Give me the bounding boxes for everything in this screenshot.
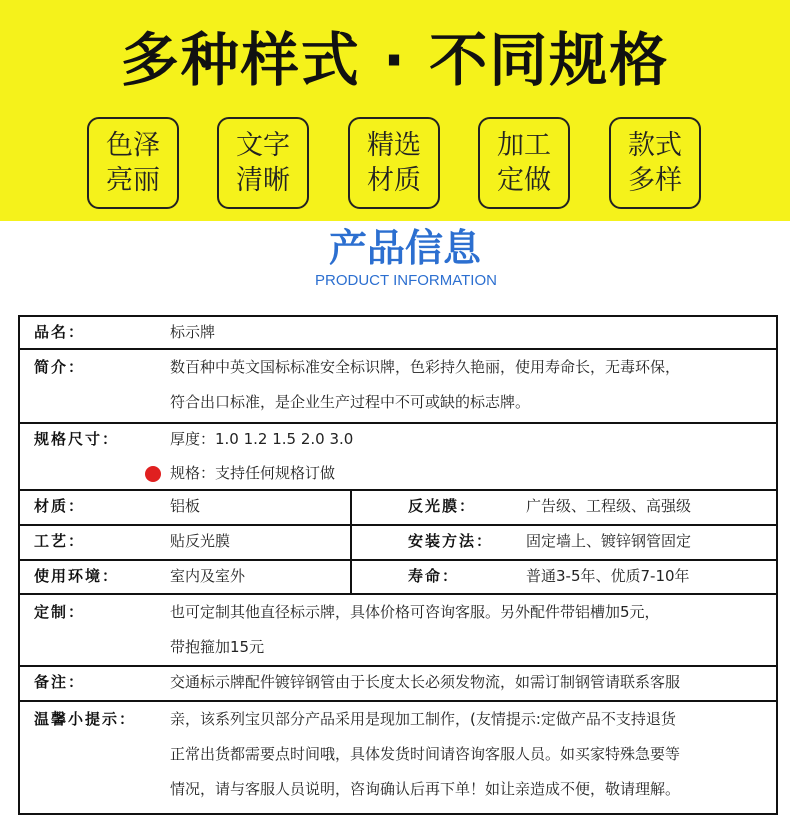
table-row-custom xyxy=(20,595,776,667)
info-subtitle: PRODUCT INFORMATION xyxy=(315,272,497,289)
row-value: 情况，请与客服人员说明，咨询确认后再下单！如让亲造成不便，敬请理解。 xyxy=(170,780,681,798)
row-value: 厚度：1.0 1.2 1.5 2.0 3.0 xyxy=(170,430,354,448)
yellow-banner xyxy=(0,0,790,221)
row-label: 材质： xyxy=(34,497,86,515)
table-row-env xyxy=(20,561,776,595)
row-value: 铝板 xyxy=(170,497,201,515)
table-row-size xyxy=(20,424,776,491)
column-divider xyxy=(350,526,352,559)
row-value: 也可定制其他直径标示牌，具体价格可咨询客服。另外配件带铝槽加5元， xyxy=(170,603,660,621)
feature-box-style xyxy=(609,117,701,209)
row-label: 简介： xyxy=(34,358,86,376)
table-row-material xyxy=(20,491,776,526)
row-value: 符合出口标准，是企业生产过程中不可或缺的标志牌。 xyxy=(170,393,531,411)
table-row-intro xyxy=(20,350,776,424)
row-label: 寿命： xyxy=(408,567,460,585)
row-value: 数百种中英文国标标准安全标识牌，色彩持久艳丽，使用寿命长，无毒环保， xyxy=(170,358,681,376)
banner-headline: 多种样式 · 不同规格 xyxy=(120,26,670,94)
row-value: 亲，该系列宝贝部分产品采用是现加工制作，(友情提示:定做产品不支持退货 xyxy=(170,710,676,728)
row-label: 反光膜： xyxy=(408,497,477,515)
feature-text: 款式 xyxy=(628,130,682,161)
feature-box-custom xyxy=(478,117,570,209)
feature-text: 清晰 xyxy=(236,165,290,196)
row-label: 温馨小提示： xyxy=(34,710,137,728)
info-title: 产品信息 xyxy=(328,225,481,270)
row-value: 固定墙上、镀锌钢管固定 xyxy=(526,532,692,550)
table-row-name xyxy=(20,317,776,350)
feature-text: 材质 xyxy=(367,165,421,196)
feature-text: 定做 xyxy=(497,165,551,196)
row-label: 备注： xyxy=(34,673,86,691)
row-value: 广告级、工程级、高强级 xyxy=(526,497,692,515)
product-info-table xyxy=(18,315,778,815)
row-label: 定制： xyxy=(34,603,86,621)
feature-box-color xyxy=(87,117,179,209)
row-value: 带抱箍加15元 xyxy=(170,638,265,656)
table-row-tips xyxy=(20,702,776,815)
feature-text: 多样 xyxy=(628,165,682,196)
row-value: 标示牌 xyxy=(170,323,216,341)
feature-text: 色泽 xyxy=(106,130,160,161)
row-value: 贴反光膜 xyxy=(170,532,231,550)
row-label: 安装方法： xyxy=(408,532,494,550)
table-row-note xyxy=(20,667,776,702)
row-value: 交通标示牌配件镀锌钢管由于长度太长必须发物流，如需订制钢管请联系客服 xyxy=(170,673,681,691)
column-divider xyxy=(350,491,352,524)
feature-box-material xyxy=(348,117,440,209)
feature-text: 加工 xyxy=(497,130,551,161)
feature-text: 亮丽 xyxy=(106,165,160,196)
feature-text: 文字 xyxy=(236,130,290,161)
feature-text: 精选 xyxy=(367,130,421,161)
row-value: 普通3-5年、优质7-10年 xyxy=(526,567,690,585)
row-label: 工艺： xyxy=(34,532,86,550)
red-dot-icon xyxy=(145,466,161,482)
table-row-craft xyxy=(20,526,776,561)
feature-box-text xyxy=(217,117,309,209)
row-value: 规格：支持任何规格订做 xyxy=(170,464,336,482)
row-label: 品名： xyxy=(34,323,86,341)
column-divider xyxy=(350,561,352,593)
row-label: 使用环境： xyxy=(34,567,120,585)
row-label: 规格尺寸： xyxy=(34,430,120,448)
row-value: 正常出货都需要点时间哦，具体发货时间请咨询客服人员。如买家特殊急要等 xyxy=(170,745,681,763)
row-value: 室内及室外 xyxy=(170,567,246,585)
